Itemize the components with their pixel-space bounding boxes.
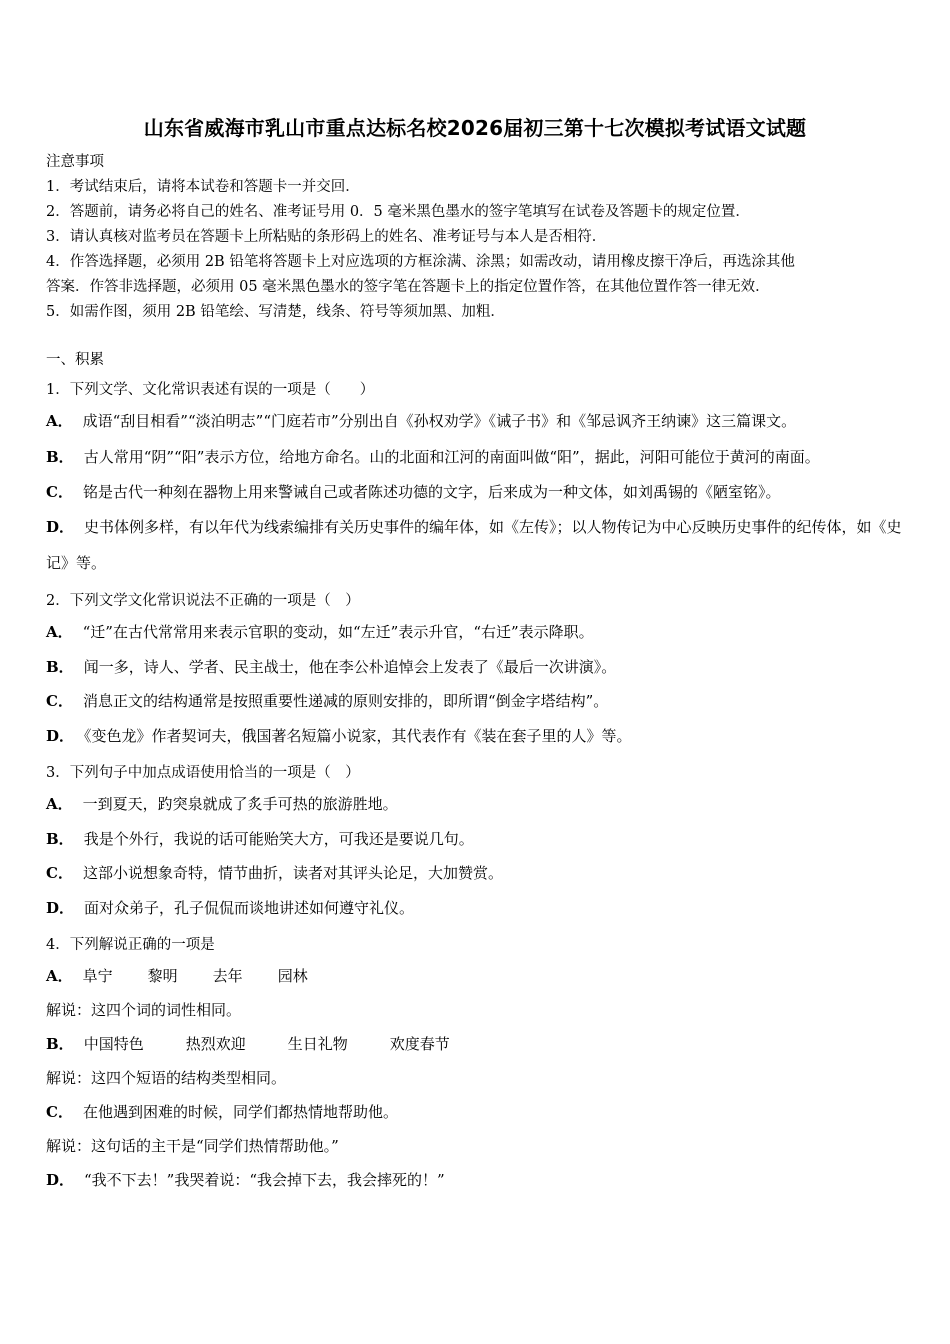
question-2-option-a xyxy=(46,615,916,650)
question-3-option-a xyxy=(46,787,916,822)
notice-item: 答案．作答非选择题，必须用 05 毫米黑色墨水的签字笔在答题卡上的指定位置作答，在其他位置作答一律无效． xyxy=(46,279,770,295)
word-item: 中国特色 xyxy=(83,1035,144,1053)
word-item: 欢度春节 xyxy=(389,1035,450,1053)
word-item: 生日礼物 xyxy=(287,1035,348,1053)
section-accumulation xyxy=(46,346,916,1198)
section-title: 一、积累 xyxy=(46,352,104,368)
option-label: D． xyxy=(46,518,75,536)
question-4-explanation-a: 解说：这四个词的词性相同。 xyxy=(46,1000,242,1019)
option-label: A． xyxy=(46,623,73,641)
option-text: 消息正文的结构通常是按照重要性递减的原则安排的，即所谓“倒金字塔结构”。 xyxy=(82,692,609,710)
question-4-option-a xyxy=(46,959,916,994)
question-3-option-c xyxy=(46,856,916,891)
option-text: 铭是古代一种刻在器物上用来警诫自己或者陈述功德的文字，后来成为一种文体，如刘禹锡的《陋室铭》。 xyxy=(82,482,781,501)
option-label: A． xyxy=(46,967,73,985)
notice-item: 5．如需作图，须用 2B 铅笔绘、写清楚，线条、符号等须加黑、加粗． xyxy=(46,304,505,320)
question-1-option-a xyxy=(46,404,916,439)
option-label: C． xyxy=(46,1103,73,1121)
question-4-option-c xyxy=(46,1095,916,1130)
question-2-option-c xyxy=(46,684,916,719)
option-label: C． xyxy=(46,482,73,501)
question-1-stem: 1．下列文学、文化常识表述有误的一项是（ ） xyxy=(46,382,375,398)
option-text: 成语“刮目相看”“淡泊明志”“门庭若市”分别出自《孙权劝学》《诫子书》和《邹忌讽齐王纳谏》这三篇课文。 xyxy=(82,412,797,430)
notice-item: 4．作答选择题，必须用 2B 铅笔将答题卡上对应选项的方框涂满、涂黑；如需改动，请用橡皮擦干净后，再选涂其他 xyxy=(46,254,795,270)
question-4-stem: 4．下列解说正确的一项是 xyxy=(46,937,215,953)
option-label: A． xyxy=(46,412,73,430)
question-2-option-d xyxy=(46,719,916,754)
option-text: “迁”在古代常常用来表示官职的变动，如“左迁”表示升官，“右迁”表示降职。 xyxy=(82,623,594,641)
question-3-stem: 3．下列句子中加点成语使用恰当的一项是（ ） xyxy=(46,765,360,781)
notice-item: 1．考试结束后，请将本试卷和答题卡一并交回． xyxy=(46,179,360,195)
option-text: 一到夏天，趵突泉就成了炙手可热的旅游胜地。 xyxy=(82,795,398,813)
page-title: 山东省威海市乳山市重点达标名校2026届初三第十七次模拟考试语文试题 xyxy=(143,116,807,140)
question-3-option-d xyxy=(46,891,916,926)
option-text: 这部小说想象奇特，情节曲折，读者对其评头论足，大加赞赏。 xyxy=(82,864,503,882)
notice-block xyxy=(46,150,916,325)
option-label: B． xyxy=(46,447,74,466)
option-text: 《变色龙》作者契诃夫，俄国著名短篇小说家，其代表作有《装在套子里的人》等。 xyxy=(84,726,632,745)
question-4-explanation-c: 解说：这句话的主干是“同学们热情帮助他。” xyxy=(46,1136,339,1155)
option-label: B． xyxy=(46,829,74,848)
question-1-option-b xyxy=(46,439,916,475)
option-text: 闻一多，诗人、学者、民主战士，他在李公朴追悼会上发表了《最后一次讲演》。 xyxy=(83,657,617,676)
question-4-explanation-b: 解说：这四个短语的结构类型相同。 xyxy=(46,1068,287,1087)
option-text: 在他遇到困难的时候，同学们都热情地帮助他。 xyxy=(82,1103,398,1121)
option-text: 面对众弟子，孔子侃侃而谈地讲述如何遵守礼仪。 xyxy=(84,898,415,917)
question-3-option-b xyxy=(46,822,916,857)
word-item: 园林 xyxy=(277,967,308,985)
option-label: B． xyxy=(46,657,74,676)
option-label: C． xyxy=(46,692,73,710)
option-label: D． xyxy=(46,726,75,745)
option-label: B． xyxy=(46,1035,74,1053)
option-text: 古人常用“阴”“阳”表示方位，给地方命名。山的北面和江河的南面叫做“阳”，据此，河阳可能位于黄河的南面。 xyxy=(83,447,820,466)
notice-item: 2．答题前，请务必将自己的姓名、准考证号用 0．5 毫米黑色墨水的签字笔填写在试卷及答题卡的规定位置． xyxy=(46,204,750,220)
notice-item: 3．请认真核对监考员在答题卡上所粘贴的条形码上的姓名、准考证号与本人是否相符． xyxy=(46,229,607,245)
question-4-option-b xyxy=(46,1027,916,1062)
option-text: 我是个外行，我说的话可能贻笑大方，可我还是要说几句。 xyxy=(83,829,474,848)
option-label: A． xyxy=(46,795,73,813)
question-4-option-d xyxy=(46,1163,916,1198)
word-item: 阜宁 xyxy=(82,967,113,985)
notice-heading: 注意事项 xyxy=(46,154,104,170)
question-1-option-d xyxy=(46,509,916,581)
option-label: D． xyxy=(46,1171,75,1189)
question-2-stem: 2．下列文学文化常识说法不正确的一项是（ ） xyxy=(46,593,360,609)
word-item: 去年 xyxy=(212,967,243,985)
word-item: 黎明 xyxy=(147,967,178,985)
option-label: C． xyxy=(46,864,73,882)
word-item: 热烈欢迎 xyxy=(185,1035,246,1053)
question-2-option-b xyxy=(46,650,916,685)
question-1-option-c xyxy=(46,475,916,510)
option-label: D． xyxy=(46,898,75,917)
option-text: 史书体例多样，有以年代为线索编排有关历史事件的编年体，如《左传》；以人物传记为中心反映历史事件的纪传体，如《史记》等。 xyxy=(46,518,902,572)
option-text: “我不下去！”我哭着说：“我会掉下去，我会摔死的！” xyxy=(84,1171,445,1189)
